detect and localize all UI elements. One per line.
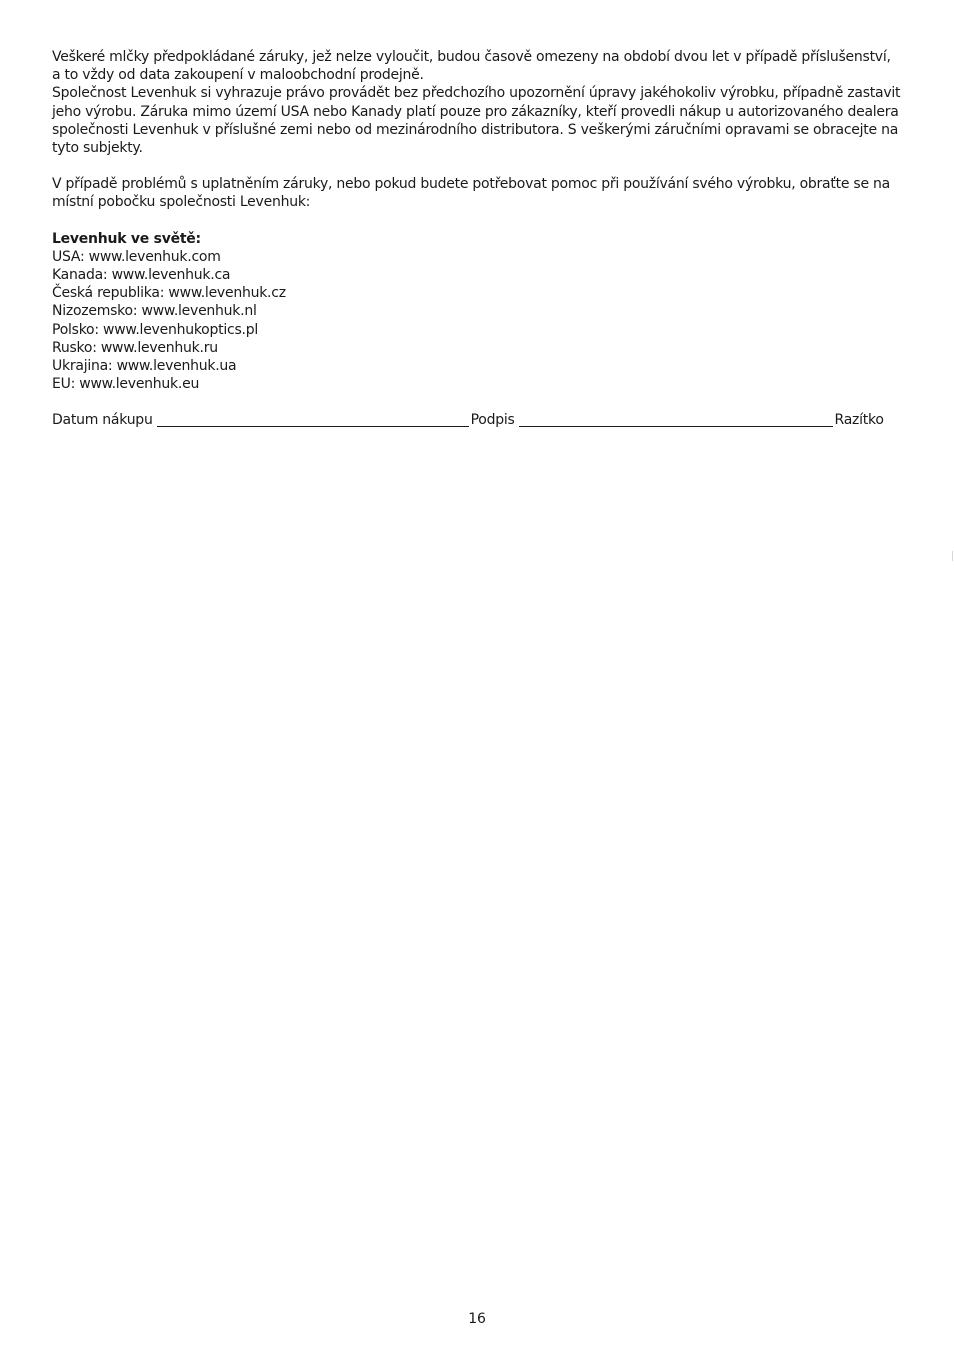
page-number: 16 [468, 1311, 486, 1327]
signature-field[interactable] [519, 412, 833, 427]
country-item-ukraine: Ukrajina: www.levenhuk.ua [52, 358, 237, 375]
warranty-page [52, 48, 902, 430]
spacer [52, 393, 902, 411]
spacer [52, 157, 902, 175]
purchase-date-label: Datum nákupu [52, 412, 153, 429]
country-item-czech: Česká republika: www.levenhuk.cz [52, 285, 286, 302]
country-item-russia: Rusko: www.levenhuk.ru [52, 339, 218, 356]
edge-mark [952, 551, 953, 561]
country-item-poland: Polsko: www.levenhukoptics.pl [52, 321, 258, 338]
signature-row [52, 411, 897, 429]
warranty-paragraph-contact: V případě problémů s uplatněním záruky, nebo pokud budete potřebovat pomoc při používání svého výrobku, obraťte se na místní pobočku společnosti Levenhuk: [52, 176, 890, 211]
signature-label: Podpis [470, 412, 515, 429]
warranty-paragraph-implied: Veškeré mlčky předpokládané záruky, jež nelze vyloučit, budou časově omezeny na období dvou let v případě příslušenství, a to vždy od data zakoupení v maloobchodní prodejně. [52, 49, 891, 84]
country-item-netherlands: Nizozemsko: www.levenhuk.nl [52, 303, 257, 320]
warranty-paragraph-rights: Společnost Levenhuk si vyhrazuje právo provádět bez předchozího upozornění úpravy jakéhokoliv výrobku, případně zastavit jeho výrobu. Záruka mimo území USA nebo Kanady platí pouze pro zákazníky, kteří provedli nákup u autorizovaného dealera společnosti Levenhuk v příslušné zemi nebo od mezinárodního distributora. S veškerými záručními opravami se obracejte na tyto subjekty. [52, 85, 901, 157]
country-item-usa: USA: www.levenhuk.com [52, 248, 221, 265]
spacer [52, 212, 902, 230]
worldwide-heading: Levenhuk ve světě: [52, 230, 201, 247]
country-list [52, 248, 902, 394]
country-item-eu: EU: www.levenhuk.eu [52, 376, 200, 393]
country-item-canada: Kanada: www.levenhuk.ca [52, 267, 231, 284]
stamp-label: Razítko [834, 412, 884, 429]
purchase-date-field[interactable] [157, 412, 469, 427]
